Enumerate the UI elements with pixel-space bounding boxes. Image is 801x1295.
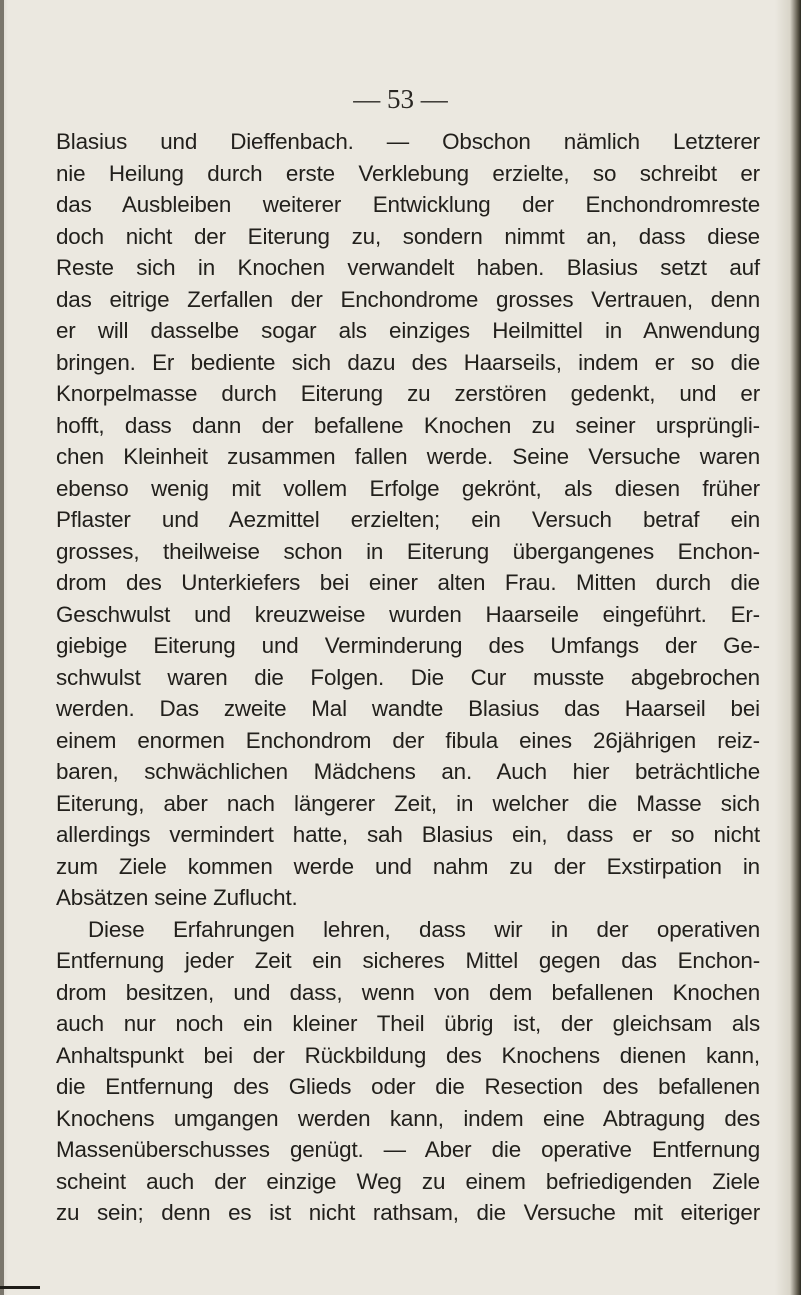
text-line: hofft, dass dann der befallene Knochen zu seiner ursprüngli- [56,412,760,438]
text-line: doch nicht der Eiterung zu, sondern nimmt an, dass diese [56,223,760,249]
text-line: drom des Unterkiefers bei einer alten Frau. Mitten durch die [56,570,760,595]
text-line: auch nur noch ein kleiner Theil übrig ist, der gleichsam als [56,1011,760,1036]
text-line: zum Ziele kommen werde und nahm zu der Exstirpation in [56,853,760,879]
text-line: das eitrige Zerfallen der Enchondrome grosses Vertrauen, denn [56,286,760,312]
text-line: zu sein; denn es ist nicht rathsam, die Versuche mit eiteriger [56,1200,760,1225]
text-line: ebenso wenig mit vollem Erfolge gekrönt, als diesen früher [56,475,760,501]
text-line: schwulst waren die Folgen. Die Cur musste abgebrochen [56,664,760,690]
text-line: Blasius und Dieffenbach. — Obschon nämlich Letzterer [56,129,760,154]
text-line: die Entfernung des Glieds oder die Resection des befallenen [56,1074,760,1099]
text-line: baren, schwächlichen Mädchens an. Auch hier beträchtliche [56,759,760,784]
body-text [56,126,760,1229]
text-line: Massenüberschusses genügt. — Aber die operative Entfernung [56,1137,760,1162]
text-line: Anhaltspunkt bei der Rückbildung des Knochens dienen kann, [56,1042,760,1068]
text-line: chen Kleinheit zusammen fallen werde. Seine Versuche waren [56,444,760,469]
text-line: scheint auch der einzige Weg zu einem befriedigenden Ziele [56,1168,760,1194]
text-line: er will dasselbe sogar als einziges Heilmittel in Anwendung [56,318,760,343]
paragraph-end-line: Absätzen seine Zuflucht. [56,885,298,910]
text-line: einem enormen Enchondrom der fibula eines 26jährigen reiz- [56,727,760,753]
text-line: Knochens umgangen werden kann, indem eine Abtragung des [56,1105,760,1131]
text-line: das Ausbleiben weiterer Entwicklung der Enchondromreste [56,192,760,217]
text-line: nie Heilung durch erste Verklebung erzielte, so schreibt er [56,160,760,186]
text-line: Geschwulst und kreuzweise wurden Haarseile eingeführt. Er- [56,601,760,627]
text-line: Knorpelmasse durch Eiterung zu zerstören gedenkt, und er [56,381,760,406]
text-line: Reste sich in Knochen verwandelt haben. Blasius setzt auf [56,255,760,280]
text-line: werden. Das zweite Mal wandte Blasius das Haarseil bei [56,696,760,721]
text-line: grosses, theilweise schon in Eiterung übergangenes Enchon- [56,538,760,564]
page-left-edge [0,0,4,1295]
page-number: — 53 — [353,84,448,114]
text-line: allerdings vermindert hatte, sah Blasius ein, dass er so nicht [56,822,760,847]
text-line: bringen. Er bediente sich dazu des Haarseils, indem er so die [56,349,760,375]
text-line: Pflaster und Aezmittel erzielten; ein Versuch betraf ein [56,507,760,532]
text-line: drom besitzen, und dass, wenn von dem befallenen Knochen [56,979,760,1005]
paragraph-start-line: Diese Erfahrungen lehren, dass wir in der operativen [88,916,760,942]
text-line: Entfernung jeder Zeit ein sicheres Mittel gegen das Enchon- [56,948,760,973]
text-line: Eiterung, aber nach längerer Zeit, in welcher die Masse sich [56,790,760,816]
scan-edge-mark [0,1286,40,1289]
text-line: giebige Eiterung und Verminderung des Umfangs der Ge- [56,633,760,658]
